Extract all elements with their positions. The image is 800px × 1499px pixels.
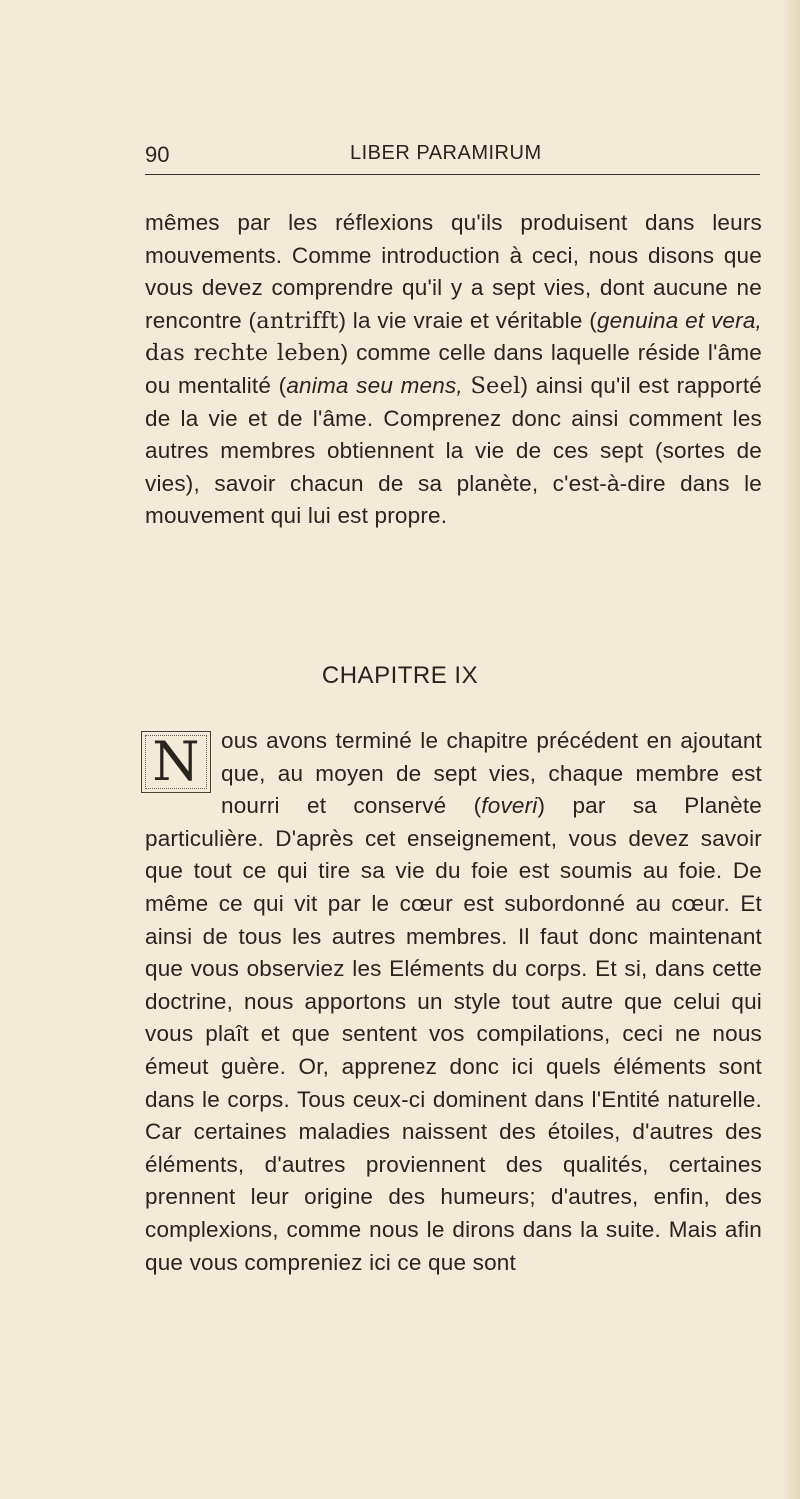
text-run: ) par sa Planète particulière. D'après cet enseignement, vous devez savoir que tout ce qui tire sa vie du foie est soumis au foie. De même ce qui vit par le cœur est subordonné au cœur. Et ainsi de tous les autres membres. Il faut donc maintenant que vous observiez les Eléments du corps. Et si, dans cette doctrine, nous apportons un style tout autre que celui qui vous plaît et que sentent vos compilations, ceci ne nous émeut guère. Or, apprenez donc ici quels éléments sont dans le corps. Tous ceux-ci dominent dans l'Entité naturelle. Car certaines maladies naissent des étoiles, d'autres des éléments, d'autres proviennent des qualités, certaines prennent leur origine des humeurs; d'autres, enfin, des complexions, comme nous le dirons dans la suite. Mais afin que vous compreniez ici ce que sont — [145, 793, 762, 1275]
text-run: ous avons terminé le chapitre précédent en ajoutant que, au moyen de sept vies, chaque membre est nourri et conservé ( — [221, 728, 762, 819]
page-number: 90 — [145, 142, 170, 167]
running-title: LIBER PARAMIRUM — [350, 142, 542, 164]
text-run: ) la vie vraie et véritable ( — [338, 307, 597, 333]
decorated-initial: N — [141, 731, 211, 793]
paragraph-1 — [145, 207, 762, 533]
page-header — [145, 140, 760, 175]
text-run: ) ainsi qu'il est rapporté de la vie et de l'âme. Comprenez donc ainsi comment les autres membres obtiennent la vie de ces sept (sortes de vies), savoir chacun de sa planète, c'est-à-dire dans le mouvement qui lui est propre. — [145, 372, 762, 529]
latin-gloss: anima seu mens, — [286, 372, 463, 398]
text-run: ) comme celle dans laquelle réside l'âme ou mentalité ( — [145, 340, 762, 398]
paragraph-2 — [145, 725, 762, 1279]
text-run: mêmes par les réflexions qu'ils produisent dans leurs mouvements. Comme introduction à ceci, nous disons que vous devez comprendre qu'il y a sept vies, dont aucune ne rencontre ( — [145, 210, 762, 333]
page-edge-shadow — [782, 0, 800, 1499]
german-gloss: das rechte leben — [145, 340, 341, 367]
latin-gloss: genuina et vera, — [596, 307, 762, 333]
chapter-title: CHAPITRE IX — [321, 662, 479, 689]
latin-gloss: foveri — [481, 793, 538, 819]
german-gloss: antrifft — [256, 307, 339, 334]
german-gloss: Seel — [470, 372, 521, 399]
